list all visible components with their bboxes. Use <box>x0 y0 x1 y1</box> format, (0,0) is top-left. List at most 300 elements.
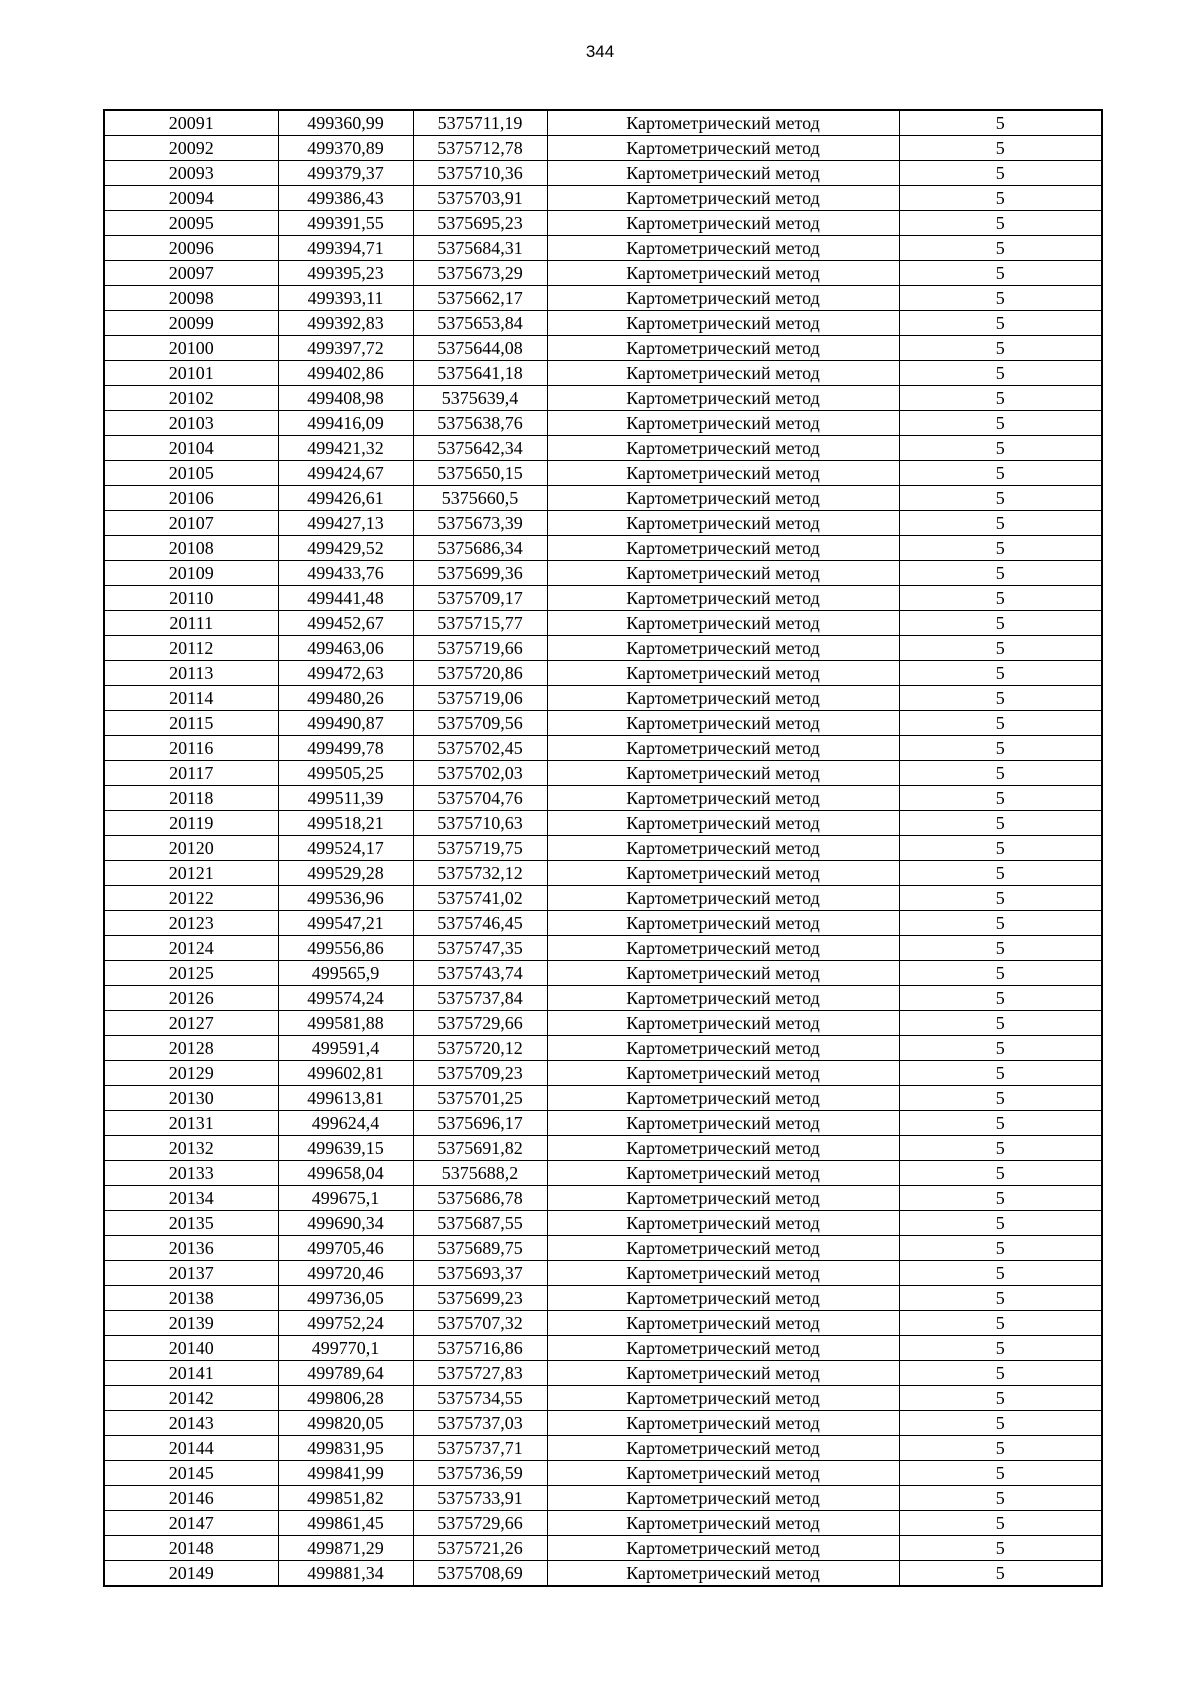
x-coordinate-cell: 499393,11 <box>278 286 413 311</box>
y-coordinate-cell: 5375702,45 <box>413 736 547 761</box>
point-number-cell: 20094 <box>104 186 278 211</box>
table-row <box>104 1136 1102 1161</box>
method-cell: Картометрический метод <box>547 1111 899 1136</box>
accuracy-cell: 5 <box>899 811 1102 836</box>
accuracy-cell: 5 <box>899 1561 1102 1587</box>
x-coordinate-cell: 499613,81 <box>278 1086 413 1111</box>
accuracy-cell: 5 <box>899 361 1102 386</box>
x-coordinate-cell: 499861,45 <box>278 1511 413 1536</box>
point-number-cell: 20137 <box>104 1261 278 1286</box>
accuracy-cell: 5 <box>899 586 1102 611</box>
method-cell: Картометрический метод <box>547 786 899 811</box>
table-row <box>104 461 1102 486</box>
table-row <box>104 161 1102 186</box>
table-row <box>104 1011 1102 1036</box>
point-number-cell: 20131 <box>104 1111 278 1136</box>
x-coordinate-cell: 499565,9 <box>278 961 413 986</box>
x-coordinate-cell: 499536,96 <box>278 886 413 911</box>
x-coordinate-cell: 499851,82 <box>278 1486 413 1511</box>
y-coordinate-cell: 5375702,03 <box>413 761 547 786</box>
x-coordinate-cell: 499690,34 <box>278 1211 413 1236</box>
method-cell: Картометрический метод <box>547 861 899 886</box>
table-row <box>104 1236 1102 1261</box>
y-coordinate-cell: 5375746,45 <box>413 911 547 936</box>
x-coordinate-cell: 499639,15 <box>278 1136 413 1161</box>
accuracy-cell: 5 <box>899 1211 1102 1236</box>
point-number-cell: 20147 <box>104 1511 278 1536</box>
point-number-cell: 20117 <box>104 761 278 786</box>
y-coordinate-cell: 5375709,56 <box>413 711 547 736</box>
y-coordinate-cell: 5375737,03 <box>413 1411 547 1436</box>
point-number-cell: 20145 <box>104 1461 278 1486</box>
table-row <box>104 1411 1102 1436</box>
table-row <box>104 1436 1102 1461</box>
y-coordinate-cell: 5375644,08 <box>413 336 547 361</box>
method-cell: Картометрический метод <box>547 1236 899 1261</box>
point-number-cell: 20099 <box>104 311 278 336</box>
point-number-cell: 20096 <box>104 236 278 261</box>
y-coordinate-cell: 5375691,82 <box>413 1136 547 1161</box>
y-coordinate-cell: 5375727,83 <box>413 1361 547 1386</box>
table-row <box>104 1111 1102 1136</box>
table-row <box>104 886 1102 911</box>
x-coordinate-cell: 499871,29 <box>278 1536 413 1561</box>
table-row <box>104 1161 1102 1186</box>
point-number-cell: 20146 <box>104 1486 278 1511</box>
x-coordinate-cell: 499392,83 <box>278 311 413 336</box>
accuracy-cell: 5 <box>899 1061 1102 1086</box>
y-coordinate-cell: 5375712,78 <box>413 136 547 161</box>
method-cell: Картометрический метод <box>547 1436 899 1461</box>
method-cell: Картометрический метод <box>547 936 899 961</box>
point-number-cell: 20114 <box>104 686 278 711</box>
method-cell: Картометрический метод <box>547 436 899 461</box>
y-coordinate-cell: 5375737,84 <box>413 986 547 1011</box>
method-cell: Картометрический метод <box>547 711 899 736</box>
table-row <box>104 1061 1102 1086</box>
method-cell: Картометрический метод <box>547 536 899 561</box>
method-cell: Картометрический метод <box>547 661 899 686</box>
accuracy-cell: 5 <box>899 661 1102 686</box>
table-row <box>104 811 1102 836</box>
table-row <box>104 186 1102 211</box>
accuracy-cell: 5 <box>899 486 1102 511</box>
table-row <box>104 711 1102 736</box>
y-coordinate-cell: 5375732,12 <box>413 861 547 886</box>
accuracy-cell: 5 <box>899 1436 1102 1461</box>
x-coordinate-cell: 499675,1 <box>278 1186 413 1211</box>
table-row <box>104 236 1102 261</box>
method-cell: Картометрический метод <box>547 386 899 411</box>
x-coordinate-cell: 499505,25 <box>278 761 413 786</box>
accuracy-cell: 5 <box>899 1036 1102 1061</box>
point-number-cell: 20142 <box>104 1386 278 1411</box>
x-coordinate-cell: 499720,46 <box>278 1261 413 1286</box>
table-row <box>104 1511 1102 1536</box>
x-coordinate-cell: 499881,34 <box>278 1561 413 1587</box>
accuracy-cell: 5 <box>899 1386 1102 1411</box>
accuracy-cell: 5 <box>899 886 1102 911</box>
y-coordinate-cell: 5375673,29 <box>413 261 547 286</box>
x-coordinate-cell: 499820,05 <box>278 1411 413 1436</box>
table-row <box>104 636 1102 661</box>
table-row <box>104 1036 1102 1061</box>
x-coordinate-cell: 499524,17 <box>278 836 413 861</box>
method-cell: Картометрический метод <box>547 686 899 711</box>
method-cell: Картометрический метод <box>547 1136 899 1161</box>
x-coordinate-cell: 499386,43 <box>278 186 413 211</box>
point-number-cell: 20135 <box>104 1211 278 1236</box>
accuracy-cell: 5 <box>899 1011 1102 1036</box>
table-row <box>104 1261 1102 1286</box>
table-row <box>104 836 1102 861</box>
y-coordinate-cell: 5375747,35 <box>413 936 547 961</box>
accuracy-cell: 5 <box>899 236 1102 261</box>
table-row <box>104 611 1102 636</box>
y-coordinate-cell: 5375719,06 <box>413 686 547 711</box>
y-coordinate-cell: 5375696,17 <box>413 1111 547 1136</box>
x-coordinate-cell: 499416,09 <box>278 411 413 436</box>
point-number-cell: 20124 <box>104 936 278 961</box>
method-cell: Картометрический метод <box>547 1486 899 1511</box>
table-row <box>104 1386 1102 1411</box>
x-coordinate-cell: 499394,71 <box>278 236 413 261</box>
table-row <box>104 361 1102 386</box>
method-cell: Картометрический метод <box>547 261 899 286</box>
method-cell: Картометрический метод <box>547 1311 899 1336</box>
accuracy-cell: 5 <box>899 311 1102 336</box>
table-row <box>104 261 1102 286</box>
point-number-cell: 20126 <box>104 986 278 1011</box>
accuracy-cell: 5 <box>899 1286 1102 1311</box>
x-coordinate-cell: 499841,99 <box>278 1461 413 1486</box>
point-number-cell: 20136 <box>104 1236 278 1261</box>
accuracy-cell: 5 <box>899 686 1102 711</box>
point-number-cell: 20113 <box>104 661 278 686</box>
x-coordinate-cell: 499831,95 <box>278 1436 413 1461</box>
x-coordinate-cell: 499463,06 <box>278 636 413 661</box>
x-coordinate-cell: 499591,4 <box>278 1036 413 1061</box>
x-coordinate-cell: 499402,86 <box>278 361 413 386</box>
method-cell: Картометрический метод <box>547 1561 899 1587</box>
x-coordinate-cell: 499511,39 <box>278 786 413 811</box>
x-coordinate-cell: 499736,05 <box>278 1286 413 1311</box>
accuracy-cell: 5 <box>899 536 1102 561</box>
x-coordinate-cell: 499658,04 <box>278 1161 413 1186</box>
y-coordinate-cell: 5375715,77 <box>413 611 547 636</box>
y-coordinate-cell: 5375638,76 <box>413 411 547 436</box>
accuracy-cell: 5 <box>899 1261 1102 1286</box>
y-coordinate-cell: 5375708,69 <box>413 1561 547 1587</box>
accuracy-cell: 5 <box>899 1236 1102 1261</box>
accuracy-cell: 5 <box>899 1486 1102 1511</box>
accuracy-cell: 5 <box>899 1411 1102 1436</box>
x-coordinate-cell: 499499,78 <box>278 736 413 761</box>
point-number-cell: 20140 <box>104 1336 278 1361</box>
method-cell: Картометрический метод <box>547 1336 899 1361</box>
point-number-cell: 20093 <box>104 161 278 186</box>
accuracy-cell: 5 <box>899 436 1102 461</box>
table-row <box>104 411 1102 436</box>
method-cell: Картометрический метод <box>547 336 899 361</box>
method-cell: Картометрический метод <box>547 461 899 486</box>
method-cell: Картометрический метод <box>547 110 899 136</box>
point-number-cell: 20092 <box>104 136 278 161</box>
y-coordinate-cell: 5375720,86 <box>413 661 547 686</box>
point-number-cell: 20110 <box>104 586 278 611</box>
method-cell: Картометрический метод <box>547 761 899 786</box>
y-coordinate-cell: 5375741,02 <box>413 886 547 911</box>
accuracy-cell: 5 <box>899 561 1102 586</box>
x-coordinate-cell: 499395,23 <box>278 261 413 286</box>
y-coordinate-cell: 5375660,5 <box>413 486 547 511</box>
table-row <box>104 136 1102 161</box>
coordinates-table-body <box>104 110 1102 1586</box>
y-coordinate-cell: 5375686,34 <box>413 536 547 561</box>
point-number-cell: 20144 <box>104 1436 278 1461</box>
y-coordinate-cell: 5375743,74 <box>413 961 547 986</box>
x-coordinate-cell: 499391,55 <box>278 211 413 236</box>
table-row <box>104 1536 1102 1561</box>
table-row <box>104 1211 1102 1236</box>
point-number-cell: 20109 <box>104 561 278 586</box>
method-cell: Картометрический метод <box>547 811 899 836</box>
x-coordinate-cell: 499705,46 <box>278 1236 413 1261</box>
x-coordinate-cell: 499602,81 <box>278 1061 413 1086</box>
point-number-cell: 20118 <box>104 786 278 811</box>
point-number-cell: 20129 <box>104 1061 278 1086</box>
accuracy-cell: 5 <box>899 186 1102 211</box>
coordinates-table <box>103 109 1103 1587</box>
table-row <box>104 786 1102 811</box>
x-coordinate-cell: 499360,99 <box>278 110 413 136</box>
method-cell: Картометрический метод <box>547 1361 899 1386</box>
x-coordinate-cell: 499379,37 <box>278 161 413 186</box>
x-coordinate-cell: 499547,21 <box>278 911 413 936</box>
x-coordinate-cell: 499370,89 <box>278 136 413 161</box>
table-row <box>104 736 1102 761</box>
table-row <box>104 386 1102 411</box>
accuracy-cell: 5 <box>899 336 1102 361</box>
point-number-cell: 20100 <box>104 336 278 361</box>
accuracy-cell: 5 <box>899 761 1102 786</box>
accuracy-cell: 5 <box>899 110 1102 136</box>
accuracy-cell: 5 <box>899 1111 1102 1136</box>
x-coordinate-cell: 499427,13 <box>278 511 413 536</box>
accuracy-cell: 5 <box>899 836 1102 861</box>
y-coordinate-cell: 5375729,66 <box>413 1511 547 1536</box>
accuracy-cell: 5 <box>899 386 1102 411</box>
y-coordinate-cell: 5375673,39 <box>413 511 547 536</box>
table-row <box>104 1561 1102 1587</box>
table-row <box>104 436 1102 461</box>
x-coordinate-cell: 499441,48 <box>278 586 413 611</box>
point-number-cell: 20119 <box>104 811 278 836</box>
y-coordinate-cell: 5375689,75 <box>413 1236 547 1261</box>
accuracy-cell: 5 <box>899 136 1102 161</box>
accuracy-cell: 5 <box>899 1336 1102 1361</box>
y-coordinate-cell: 5375737,71 <box>413 1436 547 1461</box>
method-cell: Картометрический метод <box>547 736 899 761</box>
y-coordinate-cell: 5375719,75 <box>413 836 547 861</box>
point-number-cell: 20105 <box>104 461 278 486</box>
x-coordinate-cell: 499421,32 <box>278 436 413 461</box>
y-coordinate-cell: 5375720,12 <box>413 1036 547 1061</box>
y-coordinate-cell: 5375719,66 <box>413 636 547 661</box>
y-coordinate-cell: 5375733,91 <box>413 1486 547 1511</box>
table-row <box>104 1361 1102 1386</box>
x-coordinate-cell: 499452,67 <box>278 611 413 636</box>
x-coordinate-cell: 499752,24 <box>278 1311 413 1336</box>
y-coordinate-cell: 5375721,26 <box>413 1536 547 1561</box>
accuracy-cell: 5 <box>899 161 1102 186</box>
y-coordinate-cell: 5375709,17 <box>413 586 547 611</box>
table-row <box>104 686 1102 711</box>
method-cell: Картометрический метод <box>547 1536 899 1561</box>
method-cell: Картометрический метод <box>547 1036 899 1061</box>
y-coordinate-cell: 5375695,23 <box>413 211 547 236</box>
point-number-cell: 20104 <box>104 436 278 461</box>
y-coordinate-cell: 5375650,15 <box>413 461 547 486</box>
table-row <box>104 936 1102 961</box>
x-coordinate-cell: 499789,64 <box>278 1361 413 1386</box>
accuracy-cell: 5 <box>899 1086 1102 1111</box>
method-cell: Картометрический метод <box>547 311 899 336</box>
accuracy-cell: 5 <box>899 611 1102 636</box>
x-coordinate-cell: 499397,72 <box>278 336 413 361</box>
x-coordinate-cell: 499429,52 <box>278 536 413 561</box>
method-cell: Картометрический метод <box>547 586 899 611</box>
method-cell: Картометрический метод <box>547 361 899 386</box>
y-coordinate-cell: 5375710,63 <box>413 811 547 836</box>
point-number-cell: 20116 <box>104 736 278 761</box>
y-coordinate-cell: 5375736,59 <box>413 1461 547 1486</box>
point-number-cell: 20097 <box>104 261 278 286</box>
table-row <box>104 1186 1102 1211</box>
method-cell: Картометрический метод <box>547 411 899 436</box>
point-number-cell: 20101 <box>104 361 278 386</box>
x-coordinate-cell: 499556,86 <box>278 936 413 961</box>
method-cell: Картометрический метод <box>547 1086 899 1111</box>
point-number-cell: 20111 <box>104 611 278 636</box>
point-number-cell: 20132 <box>104 1136 278 1161</box>
point-number-cell: 20134 <box>104 1186 278 1211</box>
point-number-cell: 20108 <box>104 536 278 561</box>
method-cell: Картометрический метод <box>547 486 899 511</box>
table-row <box>104 1461 1102 1486</box>
table-row <box>104 511 1102 536</box>
table-row <box>104 761 1102 786</box>
accuracy-cell: 5 <box>899 461 1102 486</box>
method-cell: Картометрический метод <box>547 1411 899 1436</box>
y-coordinate-cell: 5375710,36 <box>413 161 547 186</box>
point-number-cell: 20141 <box>104 1361 278 1386</box>
method-cell: Картометрический метод <box>547 836 899 861</box>
y-coordinate-cell: 5375701,25 <box>413 1086 547 1111</box>
y-coordinate-cell: 5375734,55 <box>413 1386 547 1411</box>
point-number-cell: 20127 <box>104 1011 278 1036</box>
x-coordinate-cell: 499433,76 <box>278 561 413 586</box>
point-number-cell: 20122 <box>104 886 278 911</box>
point-number-cell: 20138 <box>104 1286 278 1311</box>
point-number-cell: 20123 <box>104 911 278 936</box>
accuracy-cell: 5 <box>899 711 1102 736</box>
method-cell: Картометрический метод <box>547 1011 899 1036</box>
y-coordinate-cell: 5375709,23 <box>413 1061 547 1086</box>
method-cell: Картометрический метод <box>547 186 899 211</box>
y-coordinate-cell: 5375707,32 <box>413 1311 547 1336</box>
method-cell: Картометрический метод <box>547 561 899 586</box>
method-cell: Картометрический метод <box>547 911 899 936</box>
accuracy-cell: 5 <box>899 1461 1102 1486</box>
table-row <box>104 286 1102 311</box>
table-row <box>104 211 1102 236</box>
point-number-cell: 20130 <box>104 1086 278 1111</box>
accuracy-cell: 5 <box>899 1186 1102 1211</box>
y-coordinate-cell: 5375703,91 <box>413 186 547 211</box>
accuracy-cell: 5 <box>899 961 1102 986</box>
accuracy-cell: 5 <box>899 911 1102 936</box>
method-cell: Картометрический метод <box>547 1386 899 1411</box>
y-coordinate-cell: 5375711,19 <box>413 110 547 136</box>
x-coordinate-cell: 499806,28 <box>278 1386 413 1411</box>
method-cell: Картометрический метод <box>547 1186 899 1211</box>
table-row <box>104 1311 1102 1336</box>
point-number-cell: 20121 <box>104 861 278 886</box>
y-coordinate-cell: 5375641,18 <box>413 361 547 386</box>
y-coordinate-cell: 5375686,78 <box>413 1186 547 1211</box>
x-coordinate-cell: 499529,28 <box>278 861 413 886</box>
point-number-cell: 20091 <box>104 110 278 136</box>
page-number: 344 <box>585 42 615 61</box>
table-row <box>104 1286 1102 1311</box>
point-number-cell: 20120 <box>104 836 278 861</box>
accuracy-cell: 5 <box>899 786 1102 811</box>
y-coordinate-cell: 5375716,86 <box>413 1336 547 1361</box>
accuracy-cell: 5 <box>899 1511 1102 1536</box>
point-number-cell: 20098 <box>104 286 278 311</box>
x-coordinate-cell: 499490,87 <box>278 711 413 736</box>
y-coordinate-cell: 5375699,23 <box>413 1286 547 1311</box>
table-row <box>104 661 1102 686</box>
x-coordinate-cell: 499480,26 <box>278 686 413 711</box>
method-cell: Картометрический метод <box>547 236 899 261</box>
accuracy-cell: 5 <box>899 1536 1102 1561</box>
method-cell: Картометрический метод <box>547 1286 899 1311</box>
accuracy-cell: 5 <box>899 261 1102 286</box>
table-row <box>104 986 1102 1011</box>
point-number-cell: 20133 <box>104 1161 278 1186</box>
y-coordinate-cell: 5375699,36 <box>413 561 547 586</box>
accuracy-cell: 5 <box>899 736 1102 761</box>
accuracy-cell: 5 <box>899 936 1102 961</box>
y-coordinate-cell: 5375653,84 <box>413 311 547 336</box>
accuracy-cell: 5 <box>899 861 1102 886</box>
point-number-cell: 20107 <box>104 511 278 536</box>
accuracy-cell: 5 <box>899 286 1102 311</box>
y-coordinate-cell: 5375684,31 <box>413 236 547 261</box>
y-coordinate-cell: 5375687,55 <box>413 1211 547 1236</box>
accuracy-cell: 5 <box>899 411 1102 436</box>
point-number-cell: 20149 <box>104 1561 278 1587</box>
method-cell: Картометрический метод <box>547 1211 899 1236</box>
x-coordinate-cell: 499426,61 <box>278 486 413 511</box>
x-coordinate-cell: 499624,4 <box>278 1111 413 1136</box>
point-number-cell: 20128 <box>104 1036 278 1061</box>
table-row <box>104 911 1102 936</box>
table-row <box>104 311 1102 336</box>
method-cell: Картометрический метод <box>547 136 899 161</box>
